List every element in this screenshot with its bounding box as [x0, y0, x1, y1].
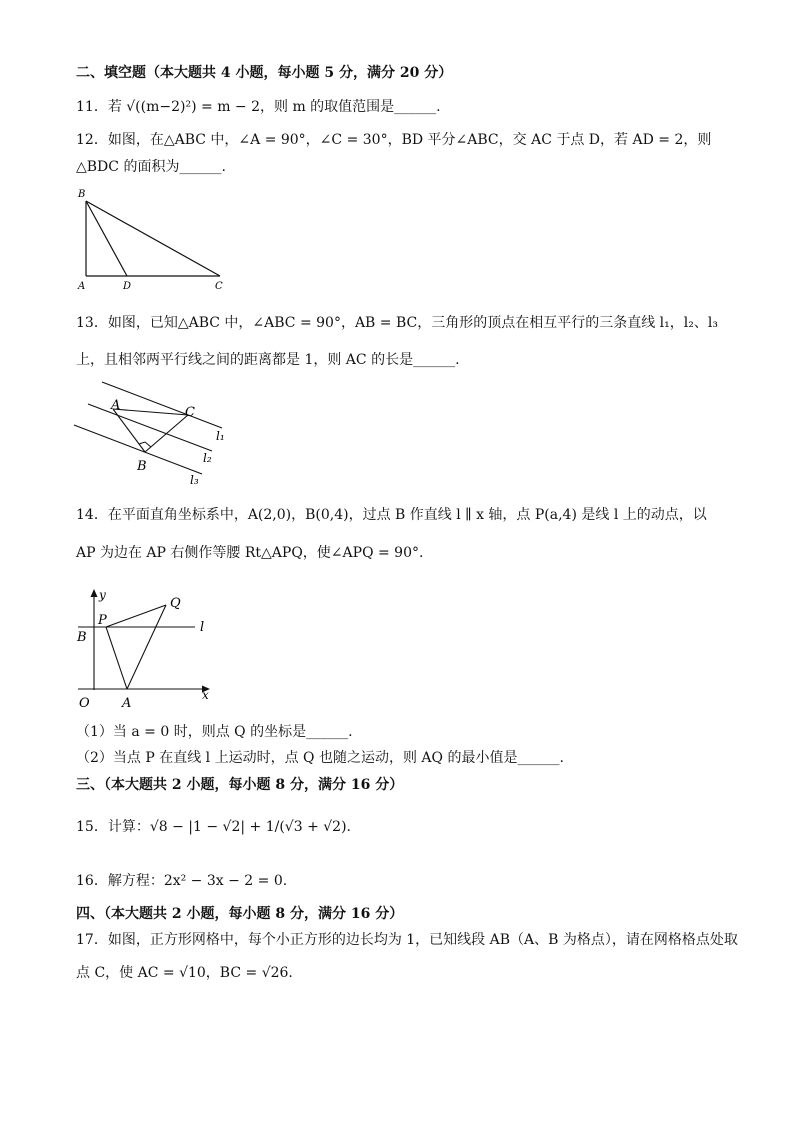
- question-13-line-1: 13．如图，已知△ABC 中，∠ABC = 90°，AB = BC，三角形的顶点在相互平行的三条直线 l₁，l₂、l₃: [76, 315, 718, 331]
- segment-pa: [106, 627, 127, 689]
- figure-q12-triangle: [70, 183, 240, 293]
- label-l2: l₂: [203, 451, 212, 465]
- question-17-line-1: 17．如图，正方形网格中，每个小正方形的边长均为 1，已知线段 AB（A、B 为格点），请在网格格点处取: [76, 932, 738, 948]
- label-a: A: [122, 696, 132, 710]
- label-b: B: [137, 459, 147, 474]
- label-x: x: [202, 688, 209, 702]
- y-axis-arrow: [91, 589, 98, 597]
- segment-bc: [145, 415, 188, 452]
- segment-ac: [113, 409, 188, 415]
- label-b: B: [77, 630, 87, 645]
- question-14-sub-2: （2）当点 P 在直线 l 上运动时，点 Q 也随之运动，则 AQ 的最小值是______.: [76, 750, 564, 766]
- section-2-heading: 二、填空题（本大题共 4 小题，每小题 5 分，满分 20 分）: [76, 65, 453, 81]
- label-a: A: [111, 398, 121, 413]
- figure-q13-parallel-lines: [70, 380, 245, 492]
- label-l3: l₃: [190, 473, 199, 487]
- question-13-line-2: 上，且相邻两平行线之间的距离都是 1，则 AC 的长是______.: [76, 352, 460, 368]
- label-l: l: [200, 620, 205, 635]
- section-3-heading: 三、（本大题共 2 小题，每小题 8 分，满分 16 分）: [76, 777, 404, 793]
- question-17-line-2: 点 C，使 AC = √10，BC = √26.: [76, 965, 293, 981]
- question-12-line-1: 12．如图，在△ABC 中，∠A = 90°，∠C = 30°，BD 平分∠ABC，交 AC 于点 D，若 AD = 2，则: [76, 132, 712, 148]
- question-16: 16．解方程：2x² − 3x − 2 = 0.: [76, 873, 288, 889]
- label-d: D: [123, 281, 132, 292]
- label-l1: l₁: [216, 429, 225, 443]
- question-11: 11．若 √((m−2)²) = m − 2，则 m 的取值范围是______.: [76, 99, 441, 115]
- question-15: 15．计算：√8 − |1 − √2| + 1/(√3 + √2).: [76, 819, 351, 835]
- question-12-line-2: △BDC 的面积为______.: [76, 159, 226, 175]
- label-o: O: [79, 696, 90, 710]
- label-c: C: [185, 405, 195, 420]
- label-c: C: [215, 281, 223, 292]
- label-q: Q: [170, 596, 181, 611]
- figure-q14-coordinate-plane: [70, 585, 220, 710]
- question-14-line-1: 14．在平面直角坐标系中，A(2,0)，B(0,4)，过点 B 作直线 l ∥ x 轴，点 P(a,4) 是线 l 上的动点，以: [76, 507, 707, 523]
- question-14-sub-1: （1）当 a = 0 时，则点 Q 的坐标是______.: [76, 724, 353, 740]
- label-p: P: [98, 613, 107, 628]
- label-b: B: [78, 189, 86, 200]
- section-4-heading: 四、（本大题共 2 小题，每小题 8 分，满分 16 分）: [76, 906, 404, 922]
- question-14-line-2: AP 为边在 AP 右侧作等腰 Rt△APQ，使∠APQ = 90°.: [76, 545, 424, 561]
- label-y: y: [99, 588, 106, 602]
- label-a: A: [78, 281, 86, 292]
